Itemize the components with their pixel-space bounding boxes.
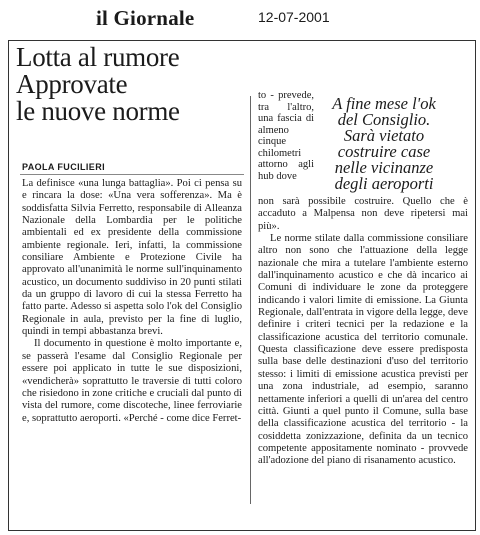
headline-line-2: Approvate — [16, 69, 128, 99]
subheadline-line-2: del Consiglio. — [337, 110, 431, 129]
headline-line-3: le nuove norme — [16, 96, 180, 126]
subheadline-line-6: degli aeroporti — [334, 174, 434, 193]
byline: PAOLA FUCILIERI — [22, 162, 105, 172]
byline-divider — [20, 174, 244, 175]
paragraph-2: Il documento in questione è molto importante e, se passerà l'esame dal Consiglio Regionale per essere poi applicato in tutte le sue disposizioni, «vendicherà» soprattutto le traversie di tutti coloro che risiedono in zone critiche e cruciali dal punto di vista del rumore, come discoteche, linee ferroviarie e, soprattutto aeroporti. «Perché - come dice Ferret- — [22, 338, 242, 424]
subheadline-line-4: costruire case — [337, 142, 431, 161]
paragraph-3: to - prevede, tra l'altro, una fascia di almeno cinque chilometri attorno agli hub dove — [258, 90, 314, 182]
article-column-2 — [258, 196, 468, 468]
newspaper-name: il Giornale — [96, 6, 195, 30]
subheadline-line-5: nelle vicinanze — [334, 158, 434, 177]
publication-date: 12-07-2001 — [258, 9, 330, 25]
paragraph-4: non sarà possibile costruire. Quello che è accaduto a Malpensa non deve ripetersi mai più». — [258, 196, 468, 232]
headline — [16, 44, 246, 125]
headline-line-1: Lotta al rumore — [16, 42, 180, 72]
article-column-2-narrow — [258, 90, 314, 182]
paragraph-5: Le norme stilate dalla commissione consiliare altro non sono che l'attuazione della legge nazionale che mira a tutelare l'ambiente esterno dall'inquinamento acustico e che dà incarico ai Comuni di individuare le zone da proteggere indicando i valori limite di emissione. La Giunta Regionale, dall'entrata in vigore della legge, deve definire i criteri tecnici per la redazione e la classificazione acustica del territorio comunale. Questa classificazione deve essere predisposta sulla base delle destinazioni d'uso del territorio stesso: i limiti di emissione acustica previsti per una zona industriale, ad esempio, saranno nettamente inferiori a quelli di un'area del centro città. Giunti a quel punto il Comune, sulla base della classificazione acustica del territorio - la cosiddetta zonizzazione, definita da un tecnico competente appositamente nominato - provvede all'adozione del piano di risanamento acustico. — [258, 233, 468, 467]
subheadline — [300, 96, 468, 192]
paragraph-1: La definisce «una lunga battaglia». Poi ci pensa su e rincara la dose: «Una vera sofferenza». Ma è soddisfatta Silvia Ferretto, responsabile di Alleanza Nazionale della Lombardia per le politiche ambientali ed ex presidente della commissione ambiente regionale. Ieri, infatti, la commissione consiliare Ambiente e Protezione Civile ha approvato all'unanimità le norme sull'inquinamento acustico, un documento suddiviso in 20 punti stilati da un gruppo di lavoro di cui la stessa Ferretto ha fatto parte. Adesso si aspetta solo l'ok del Consiglio Regionale in aula, previsto per la fine di luglio, quindi in tempi abbastanza brevi. — [22, 178, 242, 338]
column-divider — [250, 96, 251, 504]
subheadline-line-1: A fine mese l'ok — [332, 94, 436, 113]
subheadline-line-3: Sarà vietato — [343, 126, 425, 145]
article-column-1 — [22, 178, 242, 425]
masthead — [0, 0, 480, 34]
